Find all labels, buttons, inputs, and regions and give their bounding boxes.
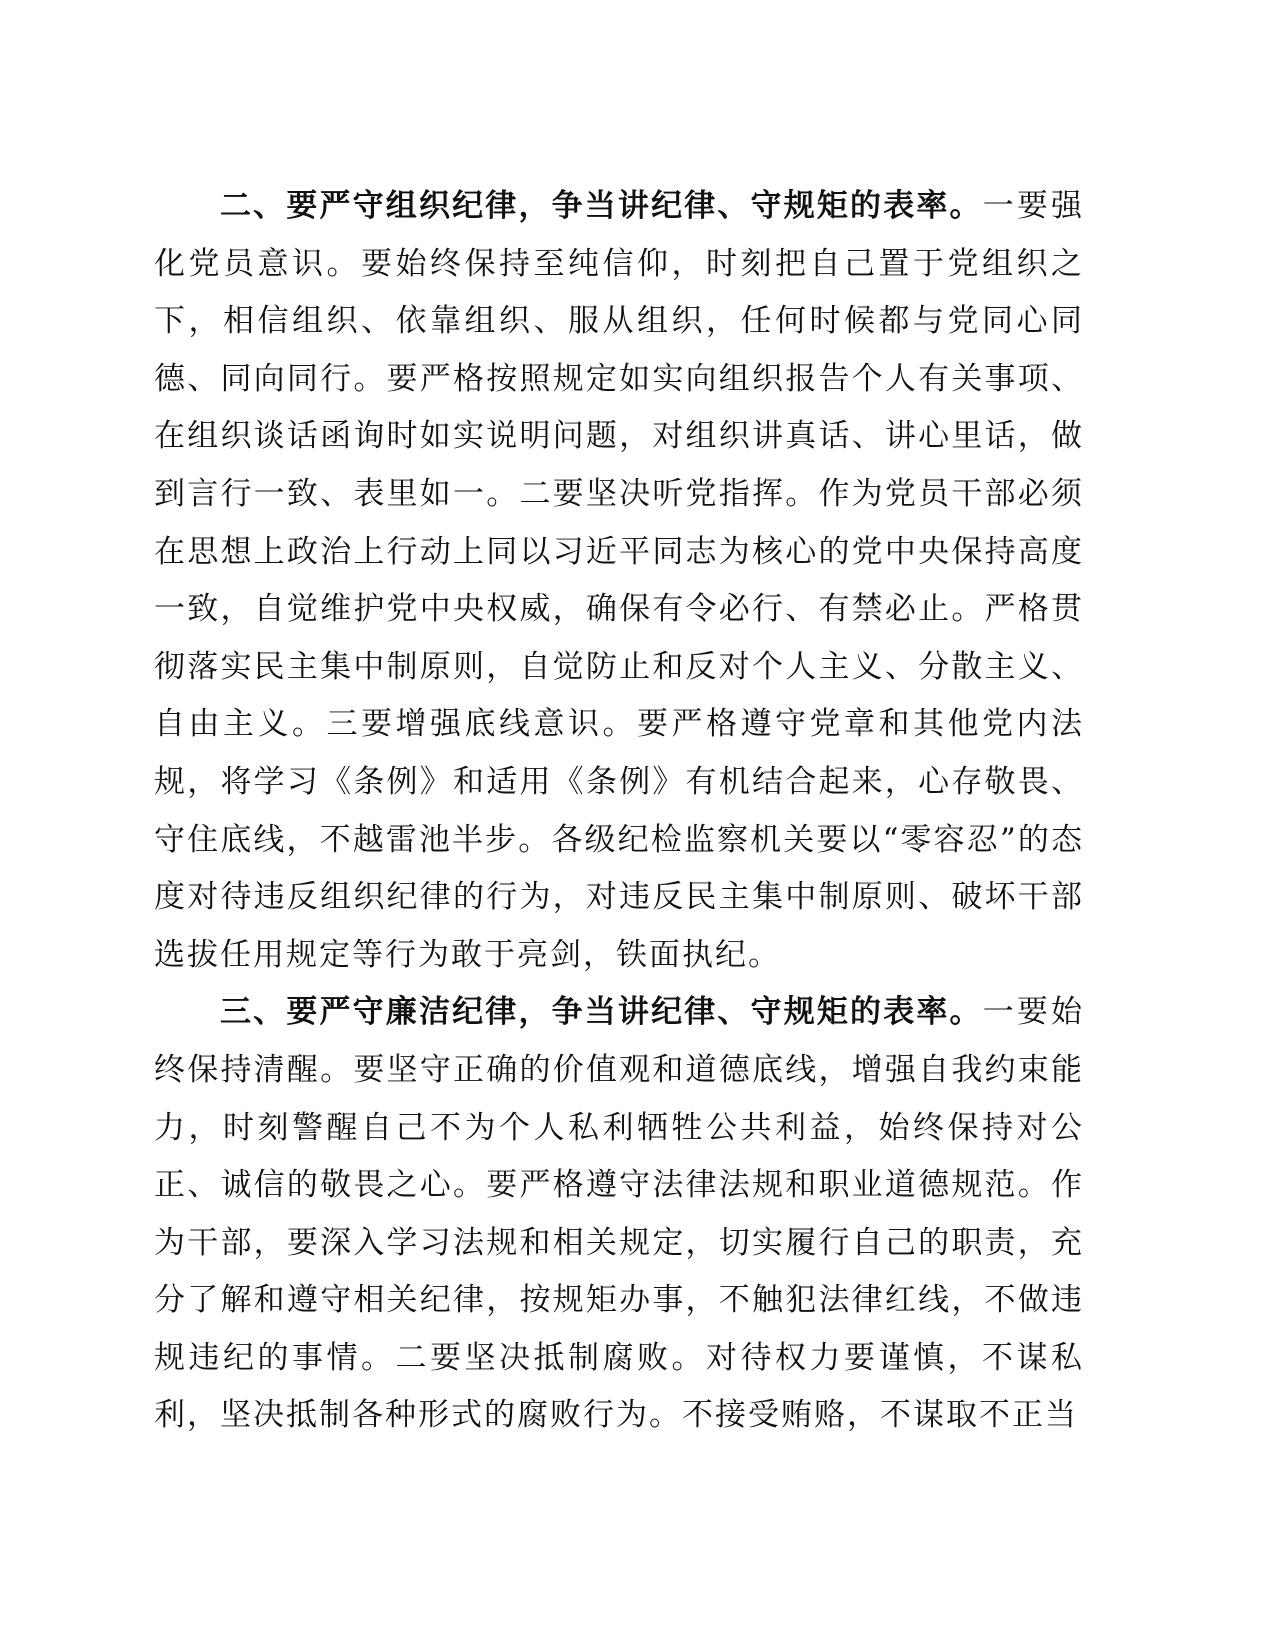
- paragraph-organization-discipline: [154, 178, 1084, 984]
- section-heading-2: 二、要严守组织纪律，争当讲纪律、守规矩的表率。: [220, 188, 983, 224]
- section-body-3: 一要始终保持清醒。要坚守正确的价值观和道德底线，增强自我约束能力，时刻警醒自己不为个人私利牺牲公共利益，始终保持对公正、诚信的敬畏之心。要严格遵守法律法规和职业道德规范。作为干部，要深入学习法规和相关规定，切实履行自己的职责，充分了解和遵守相关纪律，按规矩办事，不触犯法律红线，不做违规违纪的事情。二要坚决抵制腐败。对待权力要谨慎，不谋私利，坚决抵制各种形式的腐败行为。不接受贿赂，不谋取不正当: [154, 994, 1085, 1434]
- section-body-2: 一要强化党员意识。要始终保持至纯信仰，时刻把自己置于党组织之下，相信组织、依靠组织、服从组织，任何时候都与党同心同德、同向同行。要严格按照规定如实向组织报告个人有关事项、在组织谈话函询时如实说明问题，对组织讲真话、讲心里话，做到言行一致、表里如一。二要坚决听党指挥。作为党员干部必须在思想上政治上行动上同以习近平同志为核心的党中央保持高度一致，自觉维护党中央权威，确保有令必行、有禁必止。严格贯彻落实民主集中制原则，自觉防止和反对个人主义、分散主义、自由主义。三要增强底线意识。要严格遵守党章和其他党内法规，将学习《条例》和适用《条例》有机结合起来，心存敬畏、守住底线，不越雷池半步。各级纪检监察机关要以“零容忍”的态度对待违反组织纪律的行为，对违反民主集中制原则、破坏干部选拔任用规定等行为敢于亮剑，铁面执纪。: [154, 188, 1085, 973]
- section-heading-3: 三、要严守廉洁纪律，争当讲纪律、守规矩的表率。: [220, 994, 983, 1031]
- document-body: [154, 178, 1084, 1445]
- paragraph-integrity-discipline: [154, 984, 1084, 1445]
